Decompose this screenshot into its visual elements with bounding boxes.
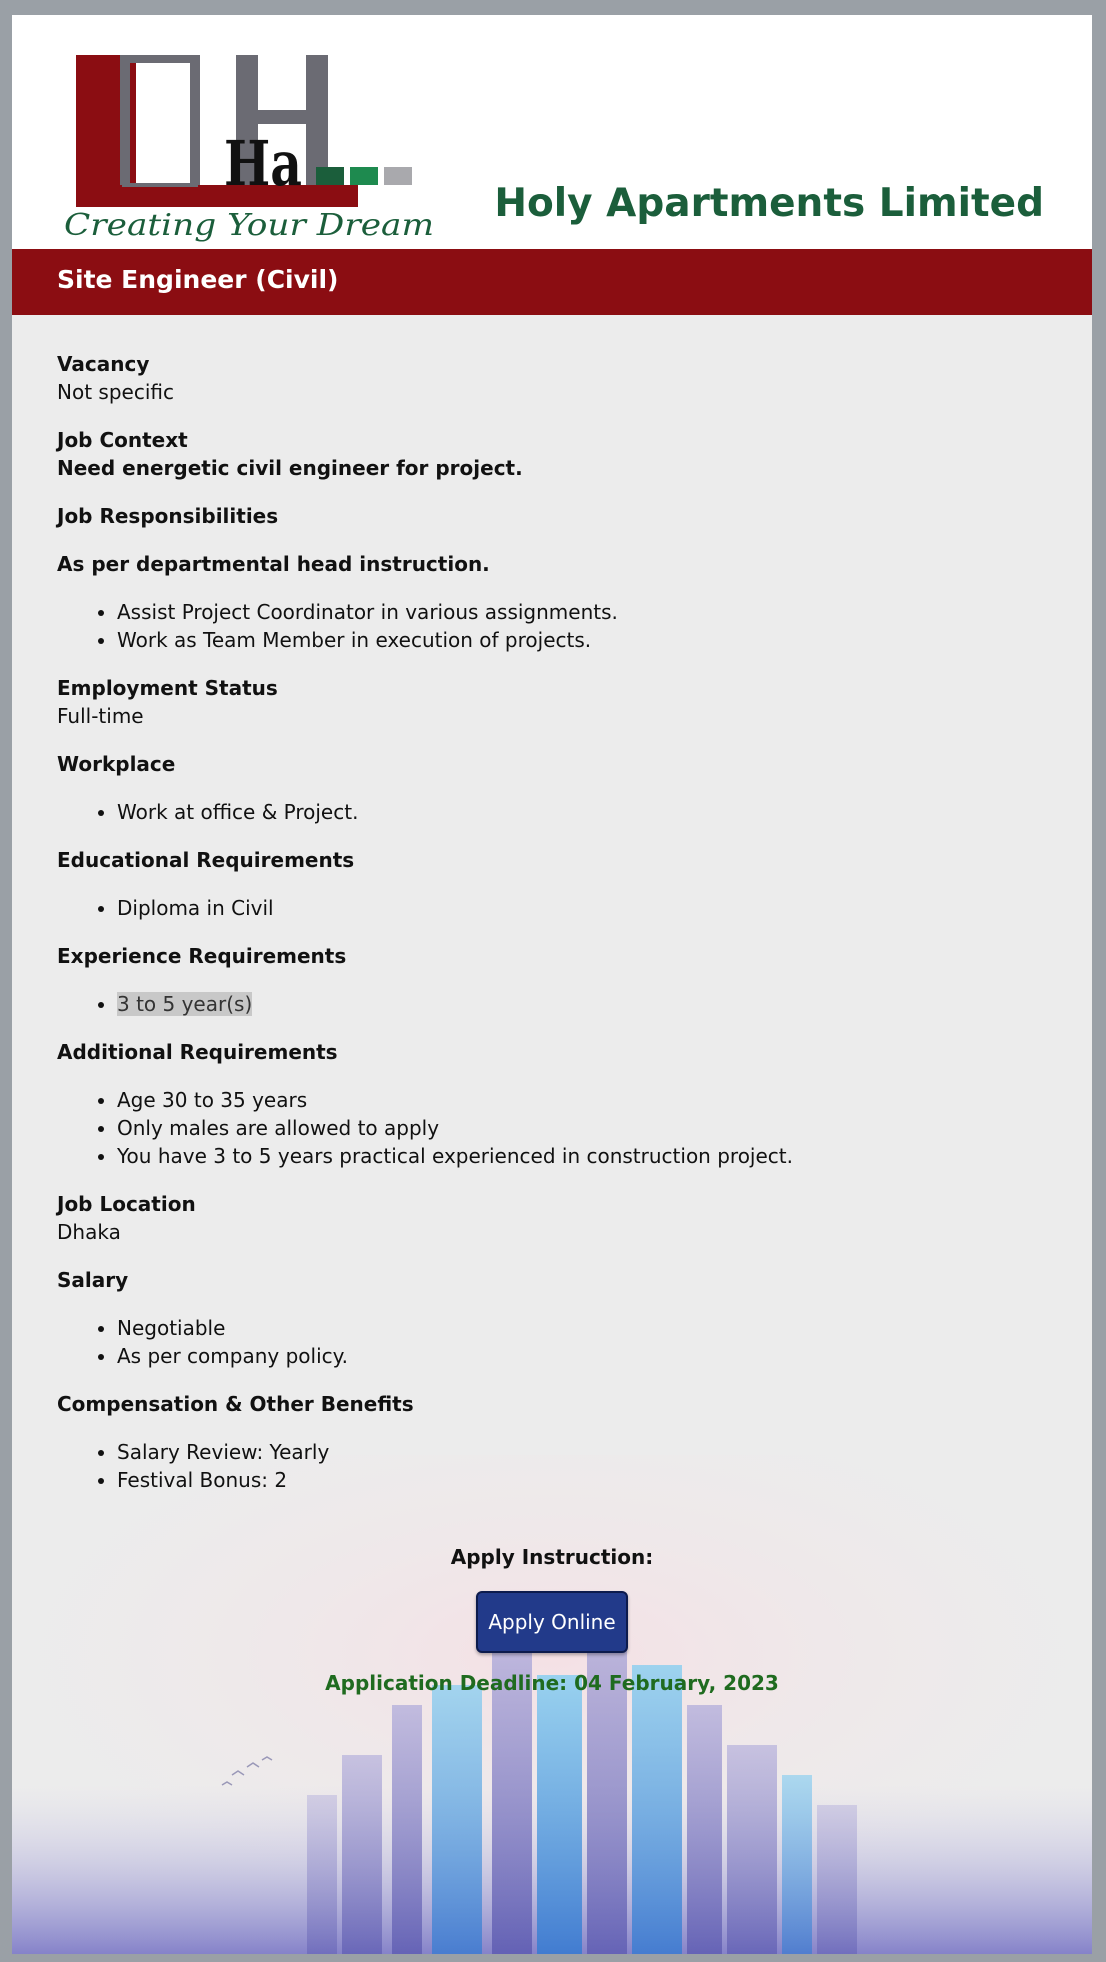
- job-location-value: Dhaka: [57, 1220, 121, 1244]
- list-item: • Salary Review: Yearly: [117, 1438, 1047, 1466]
- list-item: • As per company policy.: [117, 1342, 1047, 1370]
- salary-label: Salary: [57, 1268, 129, 1292]
- list-item: • Age 30 to 35 years: [117, 1086, 1047, 1114]
- vacancy-value: Not specific: [57, 380, 174, 404]
- list-item: • Work as Team Member in execution of projects.: [117, 626, 1047, 654]
- list-item: [117, 990, 1047, 1018]
- education-label: Educational Requirements: [57, 848, 355, 872]
- list-item: • Assist Project Coordinator in various assignments.: [117, 598, 1047, 626]
- experience-list: [57, 990, 1047, 1018]
- list-item: • You have 3 to 5 years practical experienced in construction project.: [117, 1142, 1047, 1170]
- list-item: • Festival Bonus: 2: [117, 1466, 1047, 1494]
- header: [12, 15, 1092, 249]
- salary-list: [57, 1314, 1047, 1370]
- apply-instruction-label: Apply Instruction:: [450, 1545, 654, 1569]
- list-item: • Work at office & Project.: [117, 798, 1047, 826]
- experience-value-highlighted: 3 to 5 year(s): [117, 992, 253, 1016]
- workplace-list: [57, 798, 1047, 826]
- job-title: Site Engineer (Civil): [57, 265, 339, 294]
- workplace-label: Workplace: [57, 752, 176, 776]
- additional-requirements-list: [57, 1086, 1047, 1170]
- additional-requirements-label: Additional Requirements: [57, 1040, 338, 1064]
- job-circular-card: [12, 15, 1092, 1954]
- job-context-value: Need energetic civil engineer for project.: [57, 456, 523, 480]
- employment-status-label: Employment Status: [57, 676, 278, 700]
- job-details: [57, 350, 1047, 1494]
- vacancy-label: Vacancy: [57, 352, 150, 376]
- company-name: Holy Apartments Limited: [494, 181, 1044, 226]
- responsibilities-intro: As per departmental head instruction.: [57, 552, 490, 576]
- employment-status-value: Full-time: [57, 704, 144, 728]
- benefits-label: Compensation & Other Benefits: [57, 1392, 414, 1416]
- list-item: • Diploma in Civil: [117, 894, 1047, 922]
- job-location-label: Job Location: [57, 1192, 196, 1216]
- apply-online-button[interactable]: Apply Online: [476, 1591, 628, 1653]
- list-item: • Only males are allowed to apply: [117, 1114, 1047, 1142]
- responsibilities-list: [57, 598, 1047, 654]
- responsibilities-label: Job Responsibilities: [57, 504, 279, 528]
- logo-letter-a: Ha: [224, 127, 302, 200]
- education-list: [57, 894, 1047, 922]
- logo-tagline: Creating Your Dream: [64, 208, 434, 243]
- job-context-label: Job Context: [57, 428, 188, 452]
- list-item: • Negotiable: [117, 1314, 1047, 1342]
- apply-section: [12, 1545, 1092, 1695]
- city-skyline-illustration: [12, 1455, 1092, 1954]
- benefits-list: [57, 1438, 1047, 1494]
- application-deadline: Application Deadline: 04 February, 2023: [325, 1671, 779, 1695]
- company-logo: [58, 35, 448, 245]
- experience-label: Experience Requirements: [57, 944, 347, 968]
- title-bar: [12, 249, 1092, 315]
